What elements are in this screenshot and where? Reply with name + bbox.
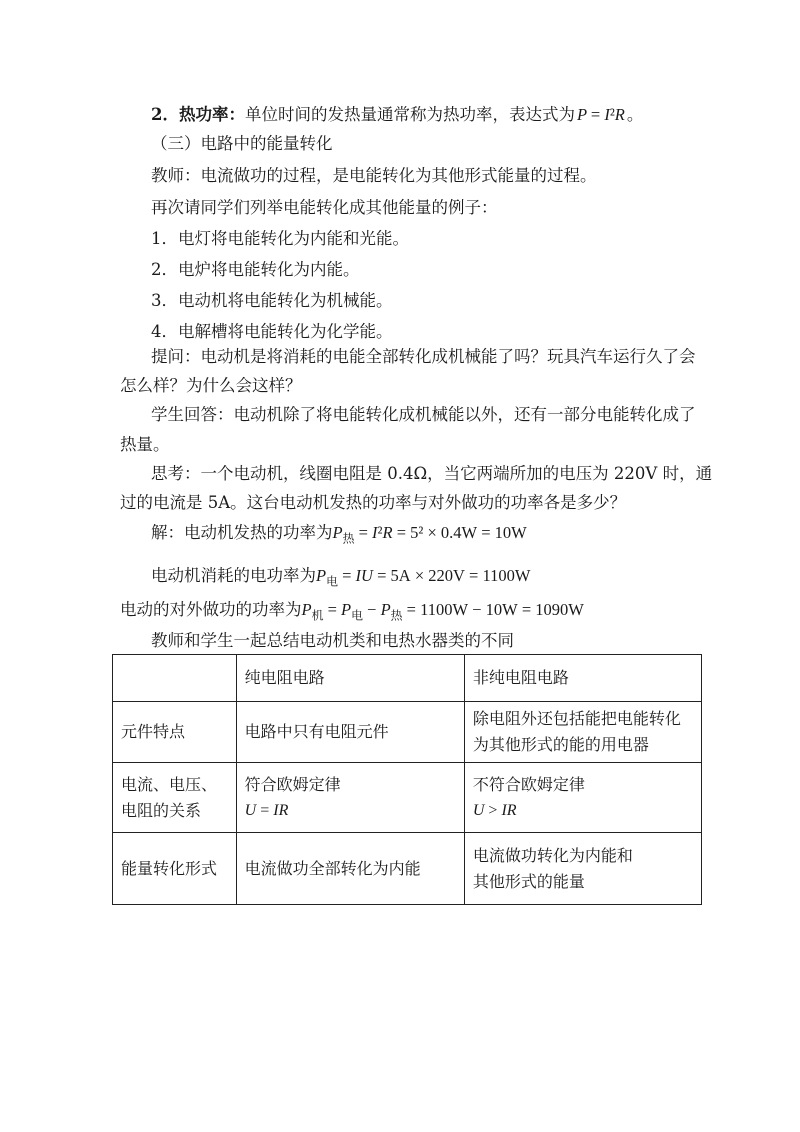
teacher-statement: 教师：电流做功的过程，是电能转化为其他形式能量的过程。: [151, 166, 597, 185]
table-header-cell: 非纯电阻电路: [464, 655, 701, 702]
table-cell: 不符合欧姆定律 U > IR: [464, 763, 701, 833]
answer-line2: 热量。: [120, 435, 170, 454]
example-item: 1．电灯将电能转化为内能和光能。: [151, 229, 409, 248]
example-item: 2．电炉将电能转化为内能。: [151, 260, 360, 279]
non-ohm-formula: U > IR: [472, 801, 517, 819]
prompt-examples: 再次请同学们列举电能转化成其他能量的例子：: [151, 198, 498, 217]
item2-text: 单位时间的发热量通常称为热功率，表达式为: [244, 105, 575, 124]
section-heading: （三）电路中的能量转化: [151, 134, 333, 153]
table-cell: 符合欧姆定律 U = IR: [236, 763, 464, 833]
example-item: 4．电解槽将电能转化为化学能。: [151, 322, 393, 341]
answer-line1: 学生回答：电动机除了将电能转化成机械能以外，还有一部分电能转化成了: [151, 405, 696, 424]
row-label: 能量转化形式: [113, 833, 237, 905]
solution-line1: 解：电动机发热的功率为$P_热 = I^2R = 5^2 \times 0.4W = 10W$: [151, 523, 527, 546]
heat-power-calc: $P_热 = I^2R = 5^2 \times 0.4W = 10W$: [332, 523, 527, 546]
table-header-cell: [113, 655, 237, 702]
summary-caption: 教师和学生一起总结电动机类和电热水器类的不同: [151, 631, 514, 650]
solution-line3: 电动的对外做功的功率为$P_机 = P_电 - P_热 = 1100W - 10W = 1090W$: [120, 600, 584, 623]
question-line1: 提问：电动机是将消耗的电能全部转化成机械能了吗？玩具汽车运行久了会: [151, 347, 696, 366]
table-header-cell: 纯电阻电路: [236, 655, 464, 702]
item2-label: 2．热功率：: [151, 105, 245, 124]
table-cell: 电流做功全部转化为内能: [236, 833, 464, 905]
question-line2: 怎么样？为什么会这样？: [120, 376, 302, 395]
table-row: [113, 702, 702, 763]
think-line2: 过的电流是 5A。这台电动机发热的功率与对外做功的功率各是多少？: [120, 493, 627, 512]
table-row: [113, 833, 702, 905]
ohm-law-formula: U = IR: [244, 801, 289, 819]
think-line1: 思考：一个电动机，线圈电阻是 0.4Ω，当它两端所加的电压为 220V 时，通: [151, 464, 713, 483]
example-item: 3．电动机将电能转化为机械能。: [151, 291, 393, 310]
table-row: [113, 763, 702, 833]
table-cell: 电路中只有电阻元件: [236, 702, 464, 763]
heat-power-formula: P = I²R: [576, 105, 625, 124]
table-cell: 除电阻外还包括能把电能转化 为其他形式的能的用电器: [464, 702, 701, 763]
comparison-table: [112, 654, 702, 905]
solution-line2: 电动机消耗的电功率为$P_电$ = IU = 5A × 220V = 1100W: [151, 566, 531, 589]
row-label: 元件特点: [113, 702, 237, 763]
table-cell: 电流做功转化为内能和 其他形式的能量: [464, 833, 701, 905]
table-header-row: [113, 655, 702, 702]
item2-heat-power: 2．热功率：单位时间的发热量通常称为热功率，表达式为 P = I²R 。: [151, 105, 644, 124]
mechanical-power-calc: $P_机 = P_电 - P_热 = 1100W - 10W = 1090W$: [301, 600, 584, 623]
row-label: 电流、电压、 电阻的关系: [113, 763, 237, 833]
electric-power-calc: $P_电$ = IU = 5A × 220V = 1100W: [316, 566, 531, 589]
